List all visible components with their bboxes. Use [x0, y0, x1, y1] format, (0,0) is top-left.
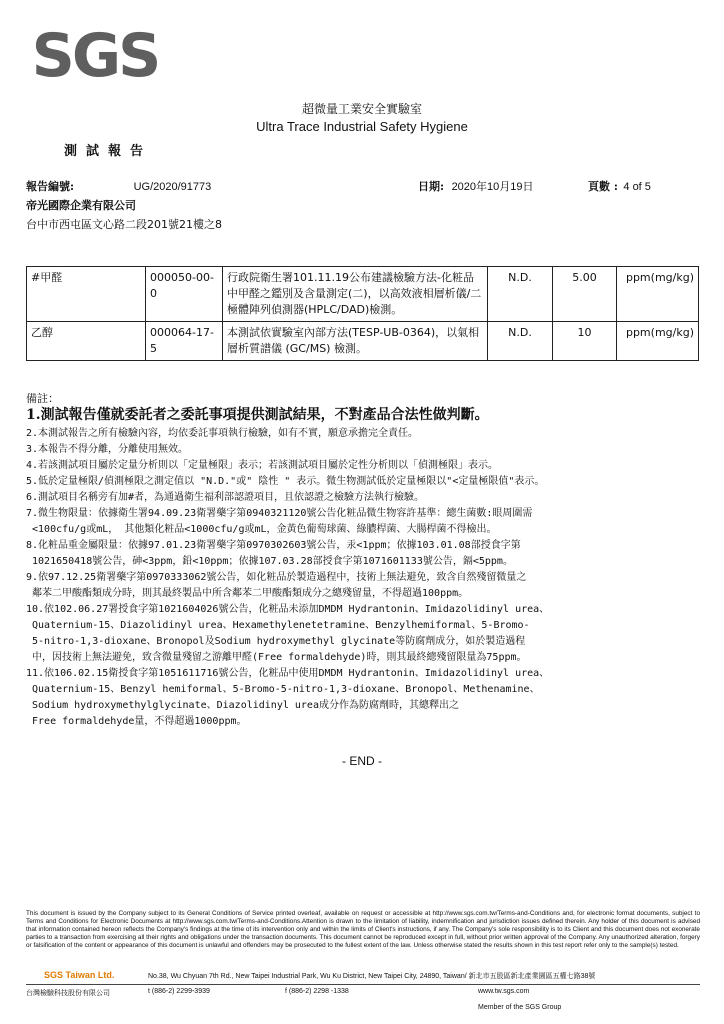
report-date	[418, 178, 534, 194]
date-value: 2020年10月19日	[451, 181, 534, 193]
quantitation-limit: 5.00	[553, 267, 617, 322]
note-line: 1021650418號公告，砷<3ppm，鉛<10ppm；依據107.03.28部授食字第1071601133號公告，鎘<5ppm。	[26, 556, 513, 567]
footer-address: No.38, Wu Chyuan 7th Rd., New Taipei Industrial Park, Wu Ku District, New Taipei City, 24890, Taiwan/ 新北市五股區新北產業園區五權七路38號	[148, 973, 596, 980]
analyte-name: 乙醇	[27, 322, 146, 361]
note-line: Free formaldehyde量，不得超過1000ppm。	[26, 716, 247, 727]
client-address: 台中市西屯區文心路二段201號21樓之8	[26, 218, 222, 231]
sgs-group-member: Member of the SGS Group	[478, 1004, 562, 1011]
report-title: 測試報告	[64, 144, 153, 159]
note-line: 5.低於定量極限/偵測極限之測定值以 "N.D."或" 陰性 " 表示。微生物測試低於定量極限以"<定量極限值"表示。	[26, 476, 545, 487]
company-name-zh: 台灣檢驗科技股份有限公司	[26, 989, 110, 997]
analyte-name: #甲醛	[27, 267, 146, 322]
result-unit: ppm(mg/kg)	[617, 322, 699, 361]
notes-list	[26, 404, 706, 730]
note-line: 8.化粧品重金屬限量：依據97.01.23衛署藥字第0970302603號公告，汞<1ppm；依據103.01.08部授食字第	[26, 540, 521, 551]
footer-website[interactable]: www.tw.sgs.com	[478, 988, 530, 995]
quantitation-limit: 10	[553, 322, 617, 361]
note-line: 中，因技術上無法避免，致含微量殘留之游離甲醛(Free formaldehyde)時，則其最終總殘留限量為75ppm。	[26, 652, 527, 663]
footer-divider	[26, 984, 700, 985]
note-line: 11.依106.02.15衛授食字第1051611716號公告，化粧品中使用DMDM Hydrantonin、Imidazolidinyl urea、	[26, 668, 550, 679]
note-line: 5-nitro-1,3-dioxane、Bronopol及Sodium hydroxymethyl glycinate等防腐劑成分，如於製造過程	[26, 636, 526, 647]
results-table	[26, 266, 699, 361]
report-number	[26, 178, 211, 194]
page-label: 頁數 :	[588, 180, 618, 193]
page-number	[588, 178, 651, 194]
note-line: 2.本測試報告之所有檢驗內容，均依委託事項執行檢驗，如有不實，願意承擔完全責任。	[26, 428, 419, 439]
note-line: 9.依97.12.25衛署藥字第0970333062號公告，如化粧品於製造過程中，技術上無法避免，致含自然殘留微量之	[26, 572, 527, 583]
test-method: 行政院衛生署101.11.19公布建議檢驗方法-化粧品中甲醛之鑑別及含量測定(二)，以高效液相層析儀/二極體陣列偵測器(HPLC/DAD)檢測。	[223, 267, 488, 322]
footer-telephone: t (886-2) 2299-3939	[148, 988, 210, 995]
sgs-logo-text: SGS	[31, 22, 159, 86]
test-method: 本測試依實驗室內部方法(TESP-UB-0364)，以氣相層析質譜儀 (GC/MS) 檢測。	[223, 322, 488, 361]
page-value: 4 of 5	[623, 181, 651, 193]
lab-name-en: Ultra Trace Industrial Safety Hygiene	[256, 119, 468, 134]
note-line: 4.若該測試項目屬於定量分析則以「定量極限」表示；若該測試項目屬於定性分析則以「偵測極限」表示。	[26, 460, 499, 471]
test-result: N.D.	[488, 267, 553, 322]
notes-heading: 備註：	[26, 392, 59, 405]
report-number-label: 報告編號:	[26, 180, 75, 193]
note-line: <100cfu/g或mL， 其他類化粧品<1000cfu/g或mL，金黃色葡萄球菌、綠膿桿菌、大腸桿菌不得檢出。	[26, 524, 497, 535]
report-number-value: UG/2020/91773	[133, 181, 212, 193]
note-line: 3.本報告不得分離，分離使用無效。	[26, 444, 189, 455]
note-line: 7.微生物限量：依據衛生署94.09.23衛署藥字第0940321120號公告化粧品微生物容許基準：總生菌數:眼周圍需	[26, 508, 533, 519]
result-unit: ppm(mg/kg)	[617, 267, 699, 322]
note-line: 鄰苯二甲酸酯類成分時，則其最終製品中所含鄰苯二甲酸酯類成分之總殘留量，不得超過100ppm。	[26, 588, 469, 599]
note-line: 10.依102.06.27署授食字第1021604026號公告，化粧品未添加DMDM Hydrantonin、Imidazolidinyl urea、	[26, 604, 550, 615]
table-row	[27, 267, 699, 322]
note-line: Quaternium-15、Diazolidinyl urea、Hexamethylenetetramine、Benzylhemiformal、5-Bromo-	[26, 620, 530, 631]
note-line: Sodium hydroxymethylglycinate、Diazolidinyl urea成分作為防腐劑時，其總釋出之	[26, 700, 459, 711]
client-company: 帝光國際企業有限公司	[26, 199, 136, 212]
legal-disclaimer: This document is issued by the Company subject to its General Conditions of Service printed overleaf, available on request or accessible at http://www.sgs.com.tw/Terms-and-Conditions and, for electronic format documents, subject to Terms and Conditions for Electronic Documents at http://www.sgs.com.tw/Terms-and-Conditions.Attention is drawn to the limitation of liability, indemnification and jurisdiction issues defined therein. Any holder of this document is advised that information contained hereon reflects the Company's findings at the time of its intervention only and within the limits of Client's instructions, if any. The Company's sole responsibility is to its Client and this document does not exonerate parties to a transaction from exercising all their rights and obligations under the transaction documents. This document cannot be reproduced except in full, without prior written approval of the Company. Any unauthorized alteration, forgery or falsification of the content or appearance of this document is unlawful and offenders may be prosecuted to the fullest extent of the law. Unless otherwise stated the results shown in this test report refer only to the sample(s) tested.	[26, 910, 700, 950]
footer-fax: f (886-2) 2298 -1338	[285, 988, 349, 995]
sgs-logo	[30, 22, 160, 86]
test-result: N.D.	[488, 322, 553, 361]
cas-number: 000064-17-5	[146, 322, 223, 361]
cas-number: 000050-00-0	[146, 267, 223, 322]
lab-name-zh: 超微量工業安全實驗室	[301, 102, 422, 116]
note-line: 6.測試項目名稱旁有加#者，為通過衛生福利部認證項目，且依認證之檢驗方法執行檢驗。	[26, 492, 425, 503]
note-line: 1.測試報告僅就委託者之委託事項提供測試結果，不對產品合法性做判斷。	[26, 407, 489, 423]
sgs-taiwan-name: SGS Taiwan Ltd.	[44, 970, 115, 980]
end-marker: - END -	[342, 754, 382, 768]
note-line: Quaternium-15、Benzyl hemiformal、5-Bromo-5-nitro-1,3-dioxane、Bronopol、Methenamine、	[26, 684, 540, 695]
table-row	[27, 322, 699, 361]
date-label: 日期:	[418, 180, 445, 193]
